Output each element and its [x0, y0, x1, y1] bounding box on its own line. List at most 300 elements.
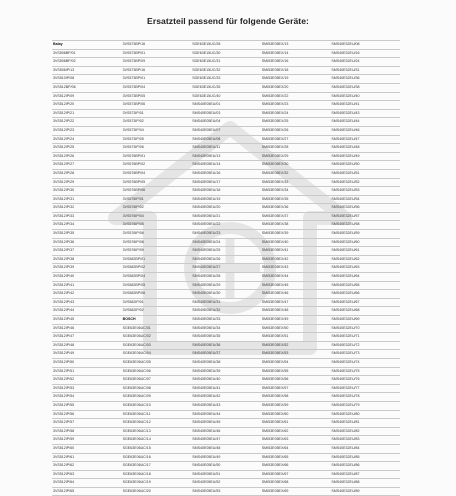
table-cell: SMS40E32EU/68 [330, 307, 400, 316]
table-cell: SMS40E05EU/32 [191, 307, 261, 316]
table-cell: SMI53E05EX/24 [261, 109, 331, 118]
table-cell: SMI53E05EX/13 [261, 41, 331, 50]
table-cell: 3VS576BP/04 [122, 169, 192, 178]
table-row [52, 324, 400, 333]
table-cell: SMS40E05EU/30 [191, 290, 261, 299]
table-cell: SGE63E15UC/40 [191, 92, 261, 101]
table-cell: SMS40E05EU/25 [191, 247, 261, 256]
table-cell: SMS40E32EU/63 [330, 264, 400, 273]
table-cell: SMI53E05EX/68 [261, 479, 331, 488]
table-cell: 3VS512BP/06 [52, 83, 122, 92]
table-cell: 3VS576IP/06 [122, 230, 192, 239]
table-cell: 3VS512IP/33 [52, 212, 122, 221]
table-cell: SMI53E05EX/37 [261, 212, 331, 221]
table-cell: SMS40E32EU/65 [330, 281, 400, 290]
table-cell: SGE63E06UC/11 [122, 410, 192, 419]
table-cell: 3VS582IP/01 [122, 298, 192, 307]
table-cell: 3VS512IP/39 [52, 264, 122, 273]
table-cell: SMS40E32EU/54 [330, 195, 400, 204]
table-cell: SMI53E05EX/61 [261, 419, 331, 428]
table-cell: 3VS512IP/46 [52, 324, 122, 333]
table-cell: SMS40E32EU/46 [330, 126, 400, 135]
table-row [52, 436, 400, 445]
table-cell: SMI53E05EX/64 [261, 444, 331, 453]
table-cell: SGE63E15UC/28 [191, 41, 261, 50]
table-cell: 3VS573IP/06 [122, 144, 192, 153]
table-cell: SMI53E05EX/34 [261, 187, 331, 196]
table-cell: 3VS576BP/02 [122, 161, 192, 170]
table-cell: SMS40E32EU/78 [330, 393, 400, 402]
table-cell: SMI53E05EX/55 [261, 367, 331, 376]
table-cell: SGE63E06UC/04 [122, 350, 192, 359]
table-cell: SMS40E32EU/87 [330, 470, 400, 479]
table-row [52, 341, 400, 350]
table-row [52, 204, 400, 213]
table-cell: SMS40E05EU/33 [191, 316, 261, 325]
table-cell: SMS40E32EU/79 [330, 401, 400, 410]
table-row [52, 247, 400, 256]
table-cell: SMS40E32EU/50 [330, 161, 400, 170]
table-cell: SGE63E15UC/30 [191, 49, 261, 58]
table-cell: 3VS512IP/41 [52, 281, 122, 290]
table-row [52, 255, 400, 264]
table-cell: SMI53E05EX/28 [261, 144, 331, 153]
table-cell: SMI53E05EX/40 [261, 238, 331, 247]
table-cell: 3VS512IP/27 [52, 161, 122, 170]
table-cell: SMS40E05EU/50 [191, 462, 261, 471]
table-cell: SMI53E05EX/63 [261, 436, 331, 445]
table-cell: SMS40E32EU/69 [330, 316, 400, 325]
table-cell: 3VS512IP/54 [52, 393, 122, 402]
table-cell: 3VS510IP/08 [52, 75, 122, 84]
table-cell: SGE63E06UC/08 [122, 384, 192, 393]
table-cell: SGE63E15UC/33 [191, 75, 261, 84]
table-cell: SGE63E06UC/06 [122, 367, 192, 376]
table-cell: 3VS573IP/04 [122, 126, 192, 135]
table-cell: SMI53E05EX/36 [261, 204, 331, 213]
table-cell: SMS40E05EU/40 [191, 376, 261, 385]
table-cell: SMI53E05EX/35 [261, 195, 331, 204]
table-cell: SMI53E05EX/45 [261, 281, 331, 290]
table-row [52, 273, 400, 282]
table-cell: SMS40E05EU/08 [191, 135, 261, 144]
table-cell: SMI53E05EX/42 [261, 255, 331, 264]
table-cell: SMI53E05EX/30 [261, 161, 331, 170]
table-cell: SGE63E06UC/02 [122, 333, 192, 342]
table-cell: SGE63E06UC/19 [122, 479, 192, 488]
table-cell: 3VS512IP/21 [52, 109, 122, 118]
table-cell: SMS40E32EU/70 [330, 324, 400, 333]
table-cell: SMS40E32EU/44 [330, 118, 400, 127]
table-row [52, 479, 400, 488]
table-row [52, 58, 400, 67]
table-row [52, 75, 400, 84]
table-cell: SMS40E32EU/49 [330, 152, 400, 161]
table-cell: 3VS512IP/31 [52, 195, 122, 204]
table-row [52, 350, 400, 359]
table-cell: SMS40E32EU/89 [330, 487, 400, 496]
table-cell: 3VS512IP/56 [52, 410, 122, 419]
table-cell: SMI53E05EX/50 [261, 324, 331, 333]
table-cell: 3VS573BP/16 [122, 41, 192, 50]
table-cell: 3VS512IP/57 [52, 419, 122, 428]
table-cell: SMI53E05EX/47 [261, 298, 331, 307]
table-cell: SMS40E05EU/28 [191, 273, 261, 282]
table-cell: SMS40E32EU/59 [330, 230, 400, 239]
table-cell: SMI53E05EX/25 [261, 118, 331, 127]
table-cell: SGE63E06UC/20 [122, 487, 192, 496]
table-cell: SMI53E05EX/27 [261, 135, 331, 144]
table-cell: 3VS573IP/01 [122, 109, 192, 118]
table-cell: SGE63E06UC/13 [122, 427, 192, 436]
table-cell: SGE63E06UC/17 [122, 462, 192, 471]
table-cell: SMS40E05EU/31 [191, 298, 261, 307]
table-cell: 3VS512IP/25 [52, 144, 122, 153]
table-cell: SMI53E05EX/38 [261, 221, 331, 230]
table-row [52, 49, 400, 58]
table-cell: SMS40E32EU/08 [330, 41, 400, 50]
table-cell: 3VS512IP/40 [52, 273, 122, 282]
table-cell: SGE63E06UC/16 [122, 453, 192, 462]
table-row [52, 444, 400, 453]
table-cell: SMS40E05EU/37 [191, 350, 261, 359]
table-cell: 3VS512IP/34 [52, 221, 122, 230]
table-cell: 3VS512IP/29 [52, 178, 122, 187]
table-cell: 3VS573IP/05 [122, 135, 192, 144]
table-cell: SMS40E32EU/80 [330, 410, 400, 419]
table-cell: 3VS512IP/61 [52, 453, 122, 462]
table-row [52, 384, 400, 393]
table-cell: SMI53E05EX/58 [261, 393, 331, 402]
table-cell: 3VS573BP/04 [122, 83, 192, 92]
table-row [52, 333, 400, 342]
table-cell: SMI53E05EX/32 [261, 169, 331, 178]
table-cell: SMI53E05EX/51 [261, 333, 331, 342]
table-cell: SMS40E32EU/64 [330, 273, 400, 282]
table-cell: SMS40E05EU/48 [191, 444, 261, 453]
table-cell: Balay [52, 41, 122, 50]
table-cell: SMI53E05EX/41 [261, 247, 331, 256]
table-cell: SMS40E05EU/18 [191, 187, 261, 196]
table-cell: SMI53E05EX/62 [261, 427, 331, 436]
table-cell: SMS40E05EU/03 [191, 109, 261, 118]
table-cell: 3VS573BP/16 [122, 66, 192, 75]
table-cell: SMI53E05EX/52 [261, 341, 331, 350]
table-cell: SMS40E05EU/01 [191, 101, 261, 110]
table-cell: SMS40E32EU/57 [330, 212, 400, 221]
table-row [52, 126, 400, 135]
table-row [52, 427, 400, 436]
table-row [52, 144, 400, 153]
table-cell: 3VS512IP/48 [52, 341, 122, 350]
table-cell: 3VS512IP/20 [52, 101, 122, 110]
table-cell: SMS40E32EU/61 [330, 247, 400, 256]
table-cell: 3VS573BP/05 [122, 92, 192, 101]
table-cell: 3VS512IP/49 [52, 350, 122, 359]
table-cell: SMS40E32EU/82 [330, 427, 400, 436]
table-cell: SMI53E05EX/60 [261, 410, 331, 419]
table-cell: SGE63E06UC/03 [122, 341, 192, 350]
table-cell: SMI53E05EX/46 [261, 290, 331, 299]
table-cell: 3VS512IP/28 [52, 169, 122, 178]
table-row [52, 410, 400, 419]
table-cell: 3VS576BP/05 [122, 178, 192, 187]
table-cell: 3VS576IP/01 [122, 195, 192, 204]
table-cell: SGE63E15UC/32 [191, 66, 261, 75]
table-cell: SMI53E05EX/48 [261, 307, 331, 316]
table-cell: SMS40E05EU/07 [191, 126, 261, 135]
table-cell: SMS40E05EU/44 [191, 410, 261, 419]
table-row [52, 83, 400, 92]
table-cell: 3VS573BP/01 [122, 75, 192, 84]
table-cell: 3VS582BP/06 [122, 290, 192, 299]
table-cell: SMS40E32EU/31 [330, 66, 400, 75]
table-cell: SMI53E05EX/69 [261, 487, 331, 496]
table-cell: SMS40E05EU/47 [191, 436, 261, 445]
table-cell: 3VS512IP/43 [52, 298, 122, 307]
table-cell: 3VS512IP/42 [52, 290, 122, 299]
table-cell: 3VS506BP/01 [52, 49, 122, 58]
table-cell: 3VS512IP/32 [52, 204, 122, 213]
table-cell: SMS40E05EU/21 [191, 212, 261, 221]
table-cell: SMS40E32EU/77 [330, 384, 400, 393]
table-cell: 3VS512IP/63 [52, 470, 122, 479]
table-cell: 3VS576BP/06 [122, 187, 192, 196]
table-cell: SMI53E05EX/18 [261, 66, 331, 75]
compatible-devices-table [52, 40, 400, 496]
table-row [52, 367, 400, 376]
table-cell: SMS40E05EU/36 [191, 341, 261, 350]
table-cell: 3VS512IP/44 [52, 307, 122, 316]
table-cell: SMI53E05EX/19 [261, 75, 331, 84]
table-cell: SMS40E05EU/26 [191, 255, 261, 264]
table-cell: SMS40E05EU/29 [191, 281, 261, 290]
table-row [52, 66, 400, 75]
table-cell: SMI53E05EX/22 [261, 92, 331, 101]
table-cell: SGE63E06UC/14 [122, 436, 192, 445]
table-cell: SMS40E32EU/73 [330, 350, 400, 359]
table-cell: SMS40E32EU/24 [330, 58, 400, 67]
table-cell: 3VS506IP/13 [52, 66, 122, 75]
table-cell: SMI53E05EX/33 [261, 178, 331, 187]
table-cell: 3VS512IP/50 [52, 358, 122, 367]
table-cell: 3VS512IP/59 [52, 436, 122, 445]
table-cell: SMS40E32EU/52 [330, 178, 400, 187]
table-cell: 3VS512IP/53 [52, 384, 122, 393]
table-row [52, 462, 400, 471]
table-row [52, 92, 400, 101]
table-cell: SMS40E05EU/11 [191, 144, 261, 153]
table-cell: SGE63E06UC/09 [122, 393, 192, 402]
table-cell: 3VS573BP/01 [122, 49, 192, 58]
table-cell: SGE63E15UC/31 [191, 58, 261, 67]
table-cell: SGE63E06UC/01 [122, 324, 192, 333]
table-cell: 3VS573BP/06 [122, 101, 192, 110]
table-cell: 3VS576IP/02 [122, 204, 192, 213]
table-row [52, 376, 400, 385]
table-cell: SMS40E32EU/88 [330, 479, 400, 488]
table-row [52, 401, 400, 410]
table-cell: 3VS512IP/45 [52, 316, 122, 325]
table-cell: SMS40E05EU/41 [191, 384, 261, 393]
table-row [52, 187, 400, 196]
table-cell: SMS40E05EU/16 [191, 169, 261, 178]
table-row [52, 290, 400, 299]
table-cell: 3VS582BP/01 [122, 255, 192, 264]
table-cell: SMS40E05EU/39 [191, 367, 261, 376]
table-cell: SMI53E05EX/39 [261, 230, 331, 239]
table-cell: SMS40E05EU/35 [191, 333, 261, 342]
table-cell: SMI53E05EX/54 [261, 358, 331, 367]
table-cell: SMS40E05EU/13 [191, 152, 261, 161]
table-cell: SMS40E32EU/48 [330, 144, 400, 153]
table-cell: SMS40E32EU/53 [330, 187, 400, 196]
table-cell: SMI53E05EX/66 [261, 462, 331, 471]
table-cell: SMS40E32EU/67 [330, 298, 400, 307]
table-cell: 3VS576IP/05 [122, 221, 192, 230]
table-cell: 3VS512IP/52 [52, 376, 122, 385]
table-cell: 3VS576BP/01 [122, 152, 192, 161]
table-cell: SMS40E32EU/60 [330, 238, 400, 247]
table-row [52, 264, 400, 273]
table-row [52, 161, 400, 170]
table-cell: 3VS512IP/60 [52, 444, 122, 453]
table-row [52, 393, 400, 402]
table-row [52, 118, 400, 127]
table-cell: SGE63E06UC/10 [122, 401, 192, 410]
table-cell: SMI53E05EX/16 [261, 58, 331, 67]
table-row [52, 135, 400, 144]
table-cell: 3VS573BP/09 [122, 58, 192, 67]
table-cell: SMS40E05EU/23 [191, 230, 261, 239]
table-cell: 3VS512IP/30 [52, 187, 122, 196]
table-cell: 3VS573IP/02 [122, 118, 192, 127]
table-cell: SMI53E05EX/43 [261, 264, 331, 273]
table-cell: 3VS506BP/02 [52, 58, 122, 67]
table-cell: SMI53E05EX/57 [261, 384, 331, 393]
table-cell: SGE63E15UC/35 [191, 83, 261, 92]
table-cell: SMI53E05EX/23 [261, 101, 331, 110]
table-cell: SMS40E05EU/53 [191, 487, 261, 496]
table-cell: SMI53E05EX/65 [261, 453, 331, 462]
table-cell: 3VS576IP/09 [122, 247, 192, 256]
table-cell: SMS40E32EU/56 [330, 204, 400, 213]
table-cell: SMS40E05EU/20 [191, 204, 261, 213]
table-cell: SMS40E05EU/19 [191, 195, 261, 204]
table-cell: SMS40E32EU/84 [330, 444, 400, 453]
table-cell: SMS40E32EU/16 [330, 49, 400, 58]
table-cell: SMS40E32EU/85 [330, 453, 400, 462]
table-cell: 3VS512IP/35 [52, 230, 122, 239]
table-cell: SMS40E32EU/47 [330, 135, 400, 144]
table-cell: SMS40E05EU/52 [191, 479, 261, 488]
table-cell: SMI53E05EX/53 [261, 350, 331, 359]
table-cell: 3VS512IP/55 [52, 401, 122, 410]
table-cell: SGE63E06UC/05 [122, 358, 192, 367]
table-cell: SMS40E05EU/14 [191, 161, 261, 170]
table-row [52, 221, 400, 230]
table-cell: 3VS576IP/04 [122, 212, 192, 221]
table-row [52, 178, 400, 187]
table-cell: SMS40E32EU/51 [330, 169, 400, 178]
table-row [52, 109, 400, 118]
table-cell: 3VS512IP/64 [52, 479, 122, 488]
table-cell: SGE63E06UC/12 [122, 419, 192, 428]
table-row [52, 195, 400, 204]
table-cell: 3VS512IP/36 [52, 238, 122, 247]
table-cell: 3VS512IP/38 [52, 255, 122, 264]
table-row [52, 101, 400, 110]
table-row [52, 487, 400, 496]
table-row [52, 358, 400, 367]
table-cell: SMI53E05EX/59 [261, 401, 331, 410]
table-row [52, 298, 400, 307]
table-cell: SMI53E05EX/14 [261, 49, 331, 58]
table-cell: SMS40E32EU/40 [330, 92, 400, 101]
table-row [52, 152, 400, 161]
table-cell: SMS40E32EU/58 [330, 221, 400, 230]
page-title: Ersatzteil passend für folgende Geräte: [147, 16, 309, 26]
table-cell: SMS40E05EU/38 [191, 358, 261, 367]
table-cell: 3VS582BP/04 [122, 273, 192, 282]
table-cell: SGE63E06UC/07 [122, 376, 192, 385]
table-cell: SGE63E06UC/18 [122, 470, 192, 479]
table-cell: 3VS512IP/22 [52, 118, 122, 127]
table-cell: SMS40E05EU/42 [191, 393, 261, 402]
table-cell: SMS40E05EU/45 [191, 419, 261, 428]
table-cell: SMS40E05EU/17 [191, 178, 261, 187]
table-cell: 3VS582IP/02 [122, 307, 192, 316]
table-cell: 3VS512IP/62 [52, 462, 122, 471]
table-row [52, 41, 400, 50]
table-cell: SMS40E32EU/36 [330, 75, 400, 84]
table-cell: 3VS512IP/65 [52, 487, 122, 496]
table-cell: 3VS512IP/23 [52, 126, 122, 135]
table-cell: SMS40E05EU/22 [191, 221, 261, 230]
table-row [52, 470, 400, 479]
table-cell: BOSCH [122, 316, 192, 325]
table-cell: SMS40E32EU/86 [330, 462, 400, 471]
table-cell: 3VS512IP/26 [52, 152, 122, 161]
table-cell: SMS40E32EU/72 [330, 341, 400, 350]
table-cell: SMS40E32EU/43 [330, 109, 400, 118]
table-cell: SMS40E05EU/49 [191, 453, 261, 462]
table-row [52, 230, 400, 239]
table-cell: SMS40E05EU/51 [191, 470, 261, 479]
table-cell: SMS40E32EU/81 [330, 419, 400, 428]
table-cell: SMI53E05EX/49 [261, 316, 331, 325]
table-cell: SMS40E05EU/46 [191, 427, 261, 436]
table-cell: 3VS512IP/37 [52, 247, 122, 256]
table-cell: SMS40E32EU/41 [330, 101, 400, 110]
table-cell: SMS40E05EU/04 [191, 118, 261, 127]
table-cell: SMS40E05EU/34 [191, 324, 261, 333]
table-row [52, 281, 400, 290]
table-cell: 3VS512IP/24 [52, 135, 122, 144]
table-cell: SMI53E05EX/44 [261, 273, 331, 282]
table-row [52, 169, 400, 178]
table-cell: SMS40E32EU/74 [330, 358, 400, 367]
table-cell: SMI53E05EX/26 [261, 126, 331, 135]
table-cell: 3VS512IP/58 [52, 427, 122, 436]
table-cell: SMS40E32EU/38 [330, 83, 400, 92]
table-row [52, 307, 400, 316]
table-cell: SMS40E32EU/71 [330, 333, 400, 342]
table-row [52, 316, 400, 325]
table-cell: SMI53E05EX/56 [261, 376, 331, 385]
table-cell: SMS40E32EU/83 [330, 436, 400, 445]
table-row [52, 212, 400, 221]
